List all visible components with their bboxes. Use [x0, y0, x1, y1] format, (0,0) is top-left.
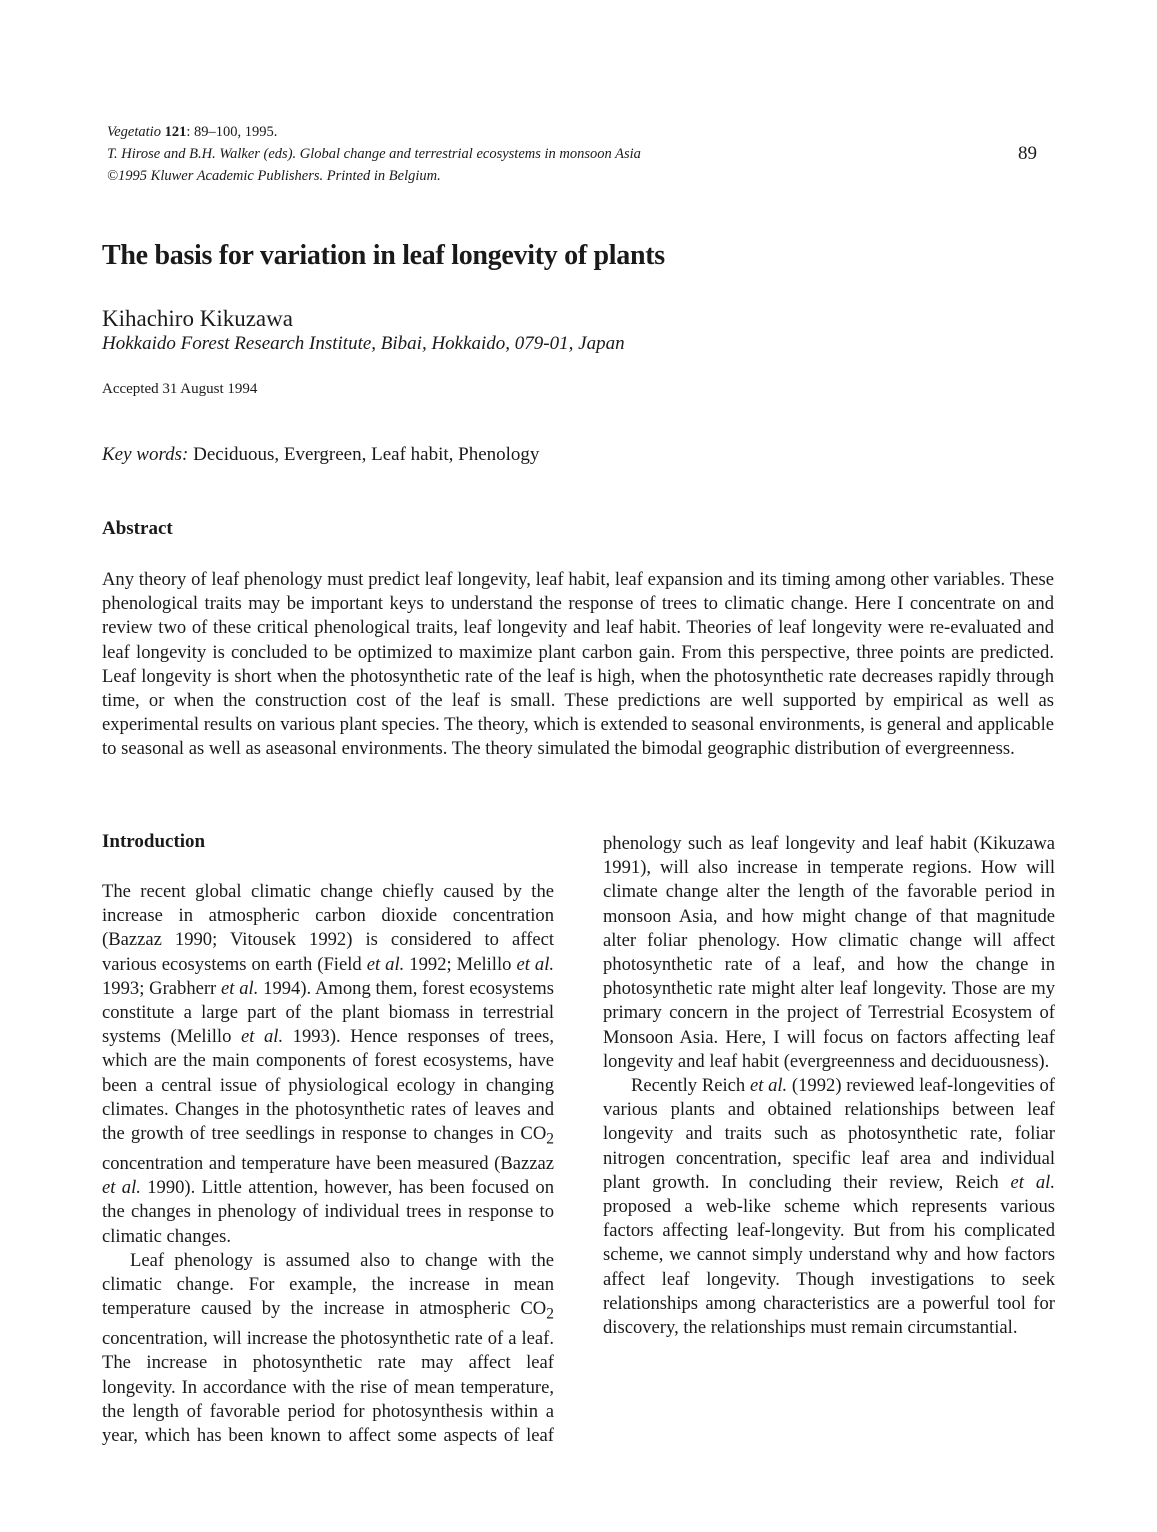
author-name: Kihachiro Kikuzawa — [102, 306, 293, 331]
journal-pages: : 89–100, 1995. — [186, 124, 278, 140]
intro-paragraph-2: Leaf phenology is assumed also to change with the climatic change. For example, the increase in mean temperature caused by the increase in atmospheric $CO_2$ concentration, will increase the photosynthetic rate of a leaf. The increase in photosynthetic rate may affect leaf longevity. In accordance with the rise of mean temperature, the length of favorable period for photosynthesis within a year, which has been known to affect some aspects of leaf — [102, 1249, 554, 1446]
author-affiliation: Hokkaido Forest Research Institute, Bibai, Hokkaido, 079-01, Japan — [102, 333, 625, 354]
citation-line — [107, 121, 807, 143]
page-number: 89 — [1018, 143, 1037, 164]
intro-paragraph-2-continued: phenology such as leaf longevity and leaf habit (Kikuzawa 1991), will also increase in temperate regions. How will climate change alter the length of the favorable period in monsoon Asia, and how might change of that magnitude alter foliar phenology. How climatic change will affect photosynthetic rate of a leaf, and how the change in photosynthetic rate might alter leaf longevity. Those are my primary concern in the project of Terrestrial Ecosystem of Monsoon Asia. Here, I will focus on factors affecting leaf longevity and leaf habit (evergreenness and deciduousness). — [603, 833, 1055, 1072]
keywords-text: Deciduous, Evergreen, Leaf habit, Phenology — [188, 444, 540, 465]
keywords — [102, 444, 539, 466]
left-column — [102, 880, 554, 1448]
editors-line: T. Hirose and B.H. Walker (eds). Global change and terrestrial ecosystems in monsoon Asia — [107, 146, 641, 162]
right-column — [603, 832, 1055, 1340]
introduction-heading: Introduction — [102, 831, 206, 852]
copyright-line: ©1995 Kluwer Academic Publishers. Printed in Belgium. — [107, 168, 441, 184]
intro-paragraph-3: Recently Reich et al. (1992) reviewed leaf-longevities of various plants and obtained relationships between leaf longevity and traits such as photosynthetic rate, foliar nitrogen concentration, specific leaf area and individual plant growth. In concluding their review, Reich et al. proposed a web-like scheme which represents various factors affecting leaf-longevity. But from his complicated scheme, we cannot simply understand why and how factors affect leaf longevity. Though investigations to seek relationships among characteristics are a powerful tool for discovery, the relationships must remain circumstantial. — [603, 1075, 1055, 1339]
abstract-heading: Abstract — [102, 518, 173, 539]
journal-name: Vegetatio — [107, 124, 161, 140]
journal-header — [107, 121, 807, 187]
journal-volume: 121 — [164, 124, 187, 140]
paper-title: The basis for variation in leaf longevity of plants — [102, 240, 665, 271]
keywords-label: Key words: — [102, 444, 189, 465]
intro-paragraph-1: The recent global climatic change chiefly caused by the increase in atmospheric carbon dioxide concentration (Bazzaz 1990; Vitousek 1992) is considered to affect various ecosystems on earth (Field et al. 1992; Melillo et al. 1993; Grabherr et al. 1994). Among them, forest ecosystems constitute a large part of the plant biomass in terrestrial systems (Melillo et al. 1993). Hence responses of trees, which are the main components of forest ecosystems, have been a central issue of physiological ecology in changing climates. Changes in the photosynthetic rates of leaves and the growth of tree seedlings in response to changes in $CO_2$ concentration and temperature have been measured (Bazzaz et al. 1990). Little attention, however, has been focused on the changes in phenology of individual trees in response to climatic changes. — [102, 881, 555, 1247]
abstract-body: Any theory of leaf phenology must predict leaf longevity, leaf habit, leaf expansion and its timing among other variables. These phenological traits may be important keys to understand the response of trees to climatic change. Here I concentrate on and review two of these critical phenological traits, leaf longevity and leaf habit. Theories of leaf longevity were re-evaluated and leaf longevity is concluded to be optimized to maximize plant carbon gain. From this perspective, three points are predicted. Leaf longevity is short when the photosynthetic rate of the leaf is high, when the photosynthetic rate decreases rapidly through time, or when the construction cost of the leaf is small. These predictions are well supported by empirical as well as experimental results on various plant species. The theory, which is extended to seasonal environments, is general and applicable to seasonal as well as aseasonal environments. The theory simulated the bimodal geographic distribution of evergreenness. — [102, 569, 1054, 760]
accepted-date: Accepted 31 August 1994 — [102, 381, 258, 397]
